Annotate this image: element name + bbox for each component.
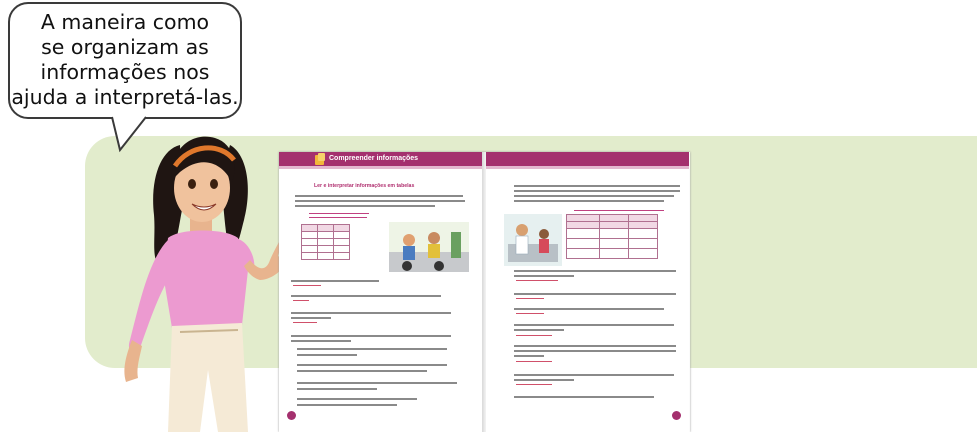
bubble-line-3: informações nos <box>40 60 210 84</box>
page-number-badge <box>287 411 296 420</box>
data-table <box>301 224 350 260</box>
bubble-line-2: se organizam as <box>41 35 209 59</box>
section-header-title: Compreender informações <box>329 155 419 162</box>
book-left-page <box>279 152 482 432</box>
lesson-title: Ler e interpretar informações em tabelas <box>314 183 415 189</box>
open-book <box>279 152 690 432</box>
pencil-icon <box>313 153 327 166</box>
girl-illustration <box>120 120 290 432</box>
consultations-table <box>566 214 658 259</box>
kids-playing-illustration <box>389 222 469 272</box>
bubble-line-4: ajuda a interpretá-las. <box>11 85 239 109</box>
bubble-line-1: A maneira como <box>40 10 210 34</box>
book-right-page <box>486 152 689 432</box>
page-number-badge-right <box>672 411 681 420</box>
doctor-clinic-illustration <box>504 214 562 266</box>
